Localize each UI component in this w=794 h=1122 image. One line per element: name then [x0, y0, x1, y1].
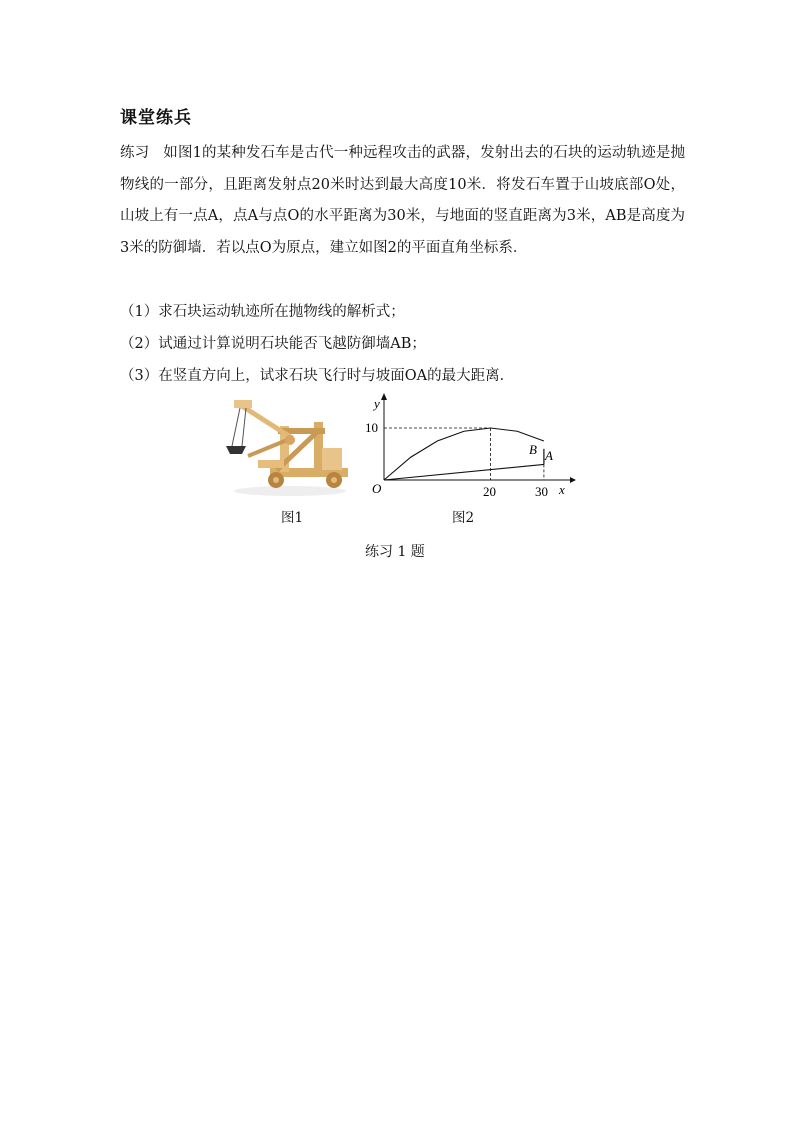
- problem-caption: 练习 1 题: [365, 544, 425, 560]
- point-a-label: A: [545, 448, 553, 463]
- sub-question-1: （1）求石块运动轨迹所在抛物线的解析式；: [120, 304, 405, 320]
- section-title: 课堂练兵: [120, 108, 192, 128]
- problem-stem: [120, 138, 685, 264]
- point-b-label: B: [529, 442, 537, 457]
- figure2-caption: 图2: [452, 510, 475, 526]
- sub-question-2: （2）试通过计算说明石块能否飞越防御墙AB；: [120, 336, 426, 352]
- x-tick-30: 30: [535, 484, 548, 499]
- y-tick-10: 10: [365, 420, 378, 435]
- catapult-illustration-icon: [222, 398, 352, 498]
- y-axis-label: y: [374, 396, 380, 411]
- x-tick-20: 20: [483, 484, 496, 499]
- sub-question-3: （3）在竖直方向上，试求石块飞行时与坡面OA的最大距离．: [120, 368, 515, 384]
- slope-line-oa: [384, 464, 544, 480]
- x-axis-label: x: [559, 482, 565, 497]
- problem-label: 练习: [120, 145, 150, 161]
- origin-label: O: [372, 481, 382, 496]
- coordinate-diagram: [362, 392, 582, 502]
- problem-text: 如图1的某种发石车是古代一种远程攻击的武器，发射出去的石块的运动轨迹是抛物线的一部分，且距离发射点20米时达到最大高度10米．将发石车置于山坡底部O处，山坡上有一点A，点A与点O的水平距离为30米，与地面的竖直距离为3米，AB是高度为3米的防御墙．若以点O为原点，建立如图2的平面直角坐标系．: [120, 145, 685, 256]
- figure1-caption: 图1: [281, 510, 304, 526]
